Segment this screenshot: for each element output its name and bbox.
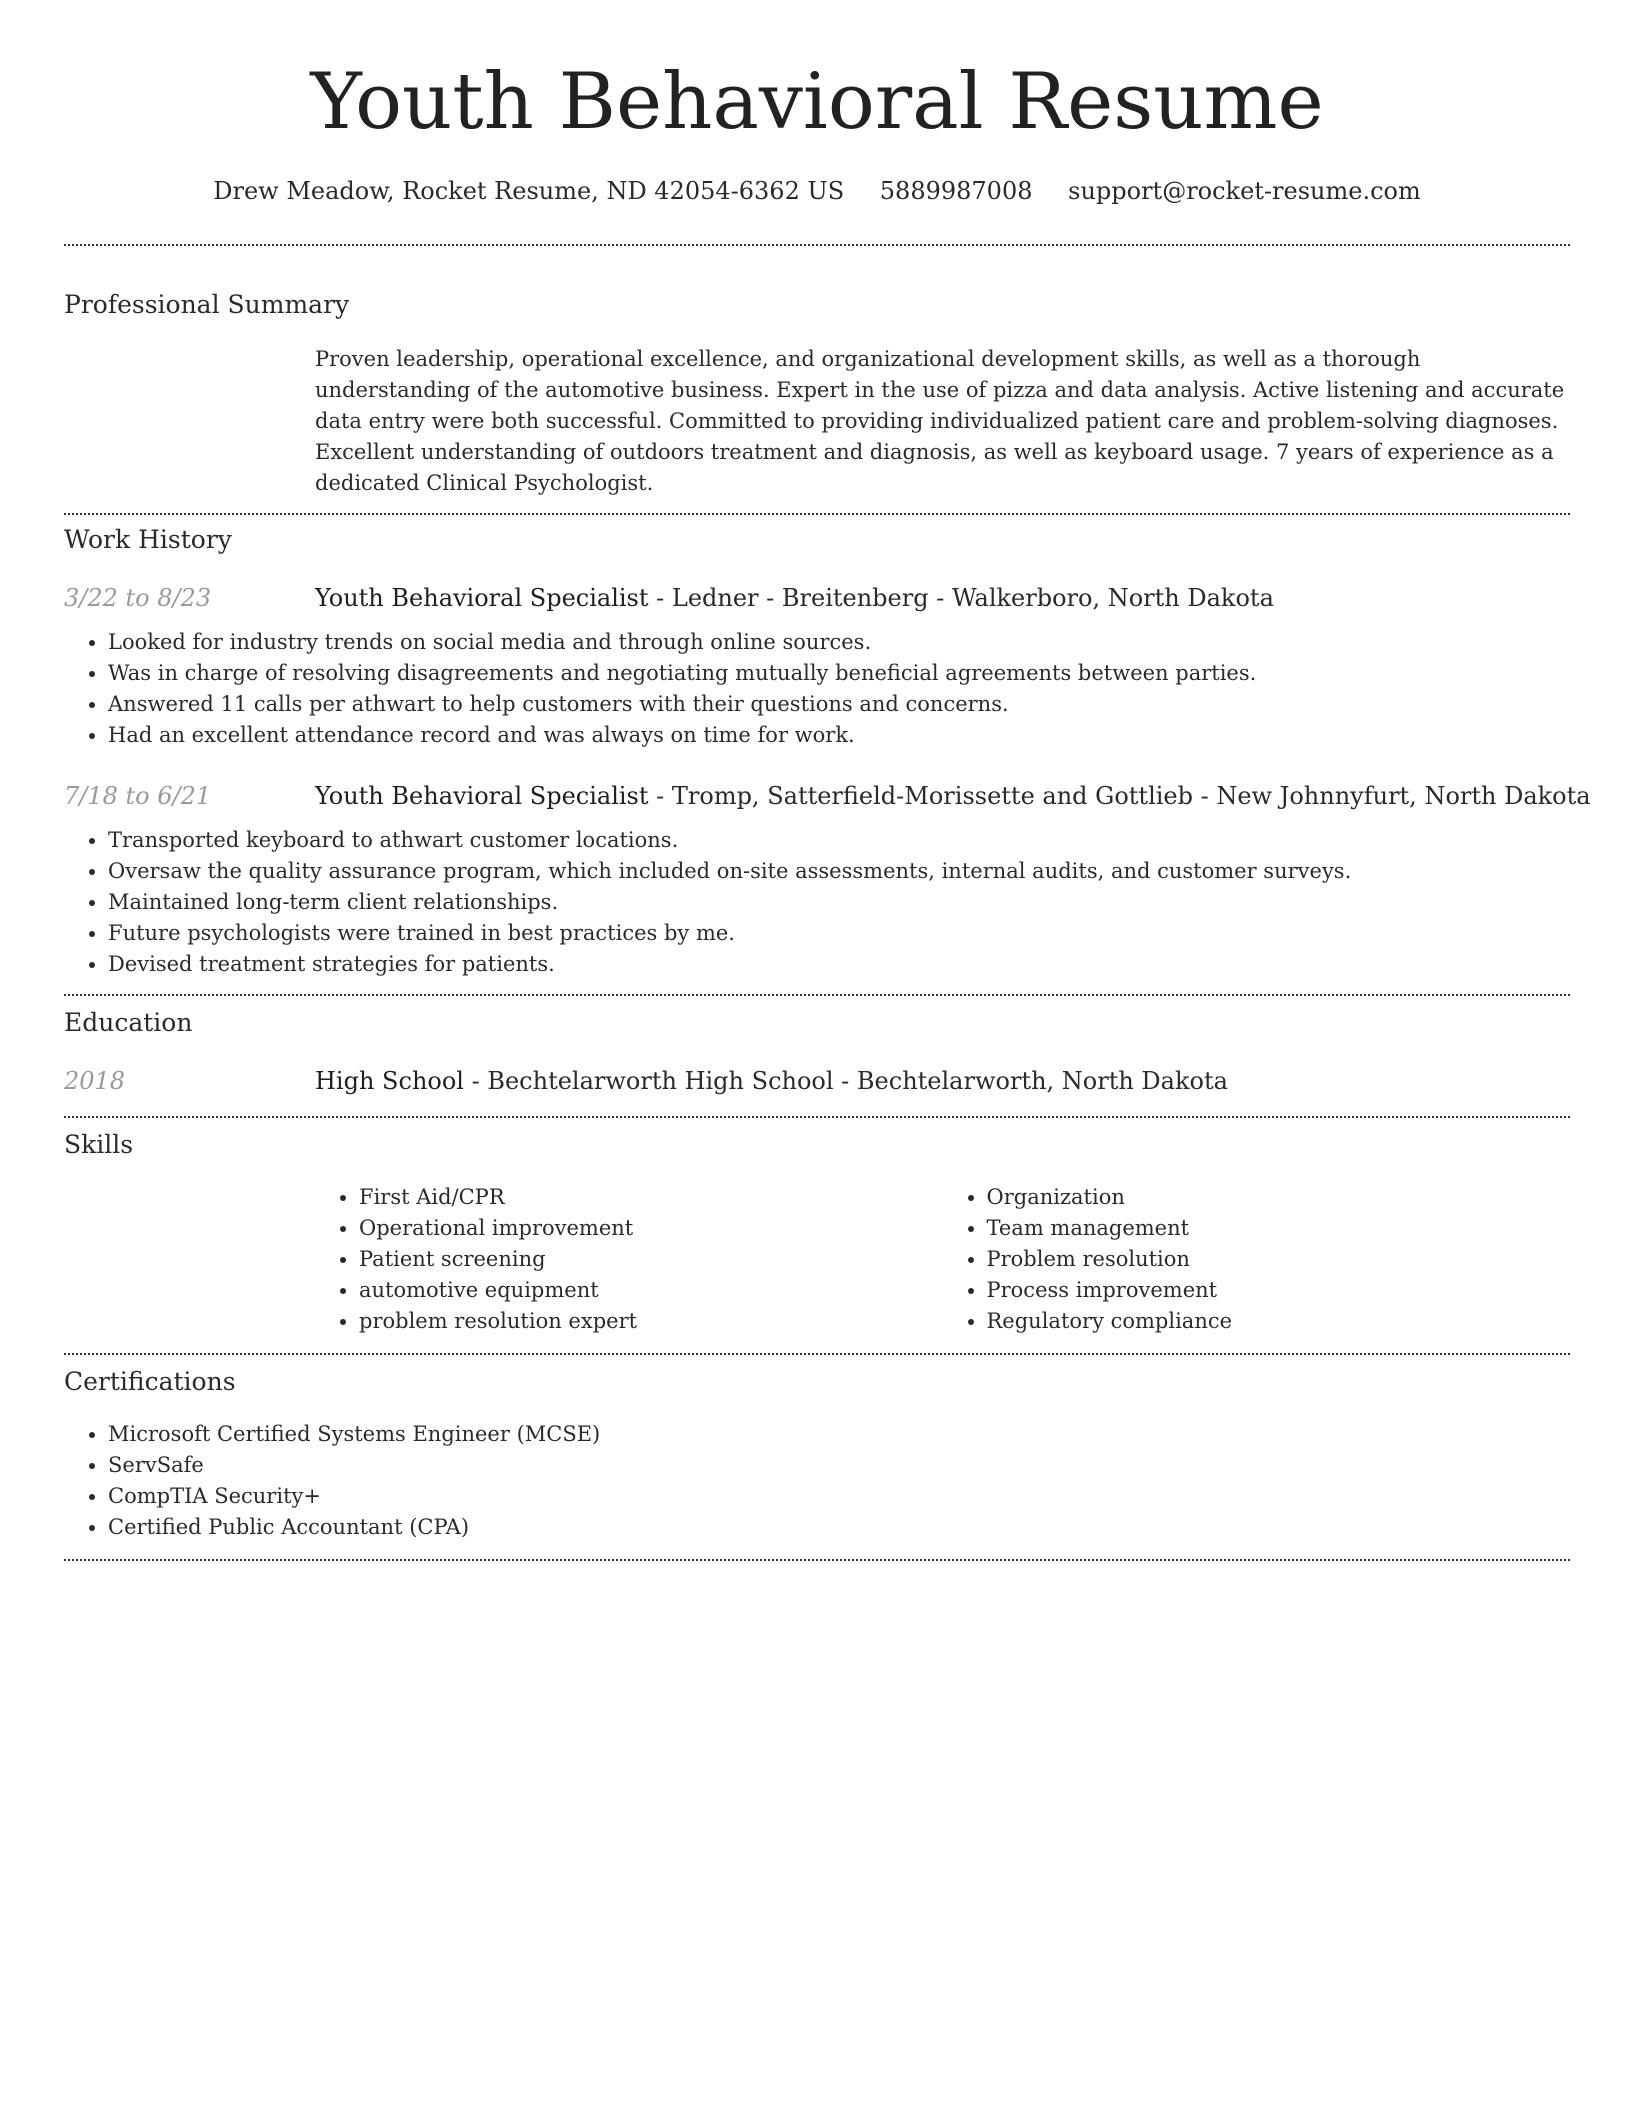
certifications-list (64, 1419, 1570, 1543)
list-item: • Process improvement (987, 1275, 1571, 1306)
summary-text: Proven leadership, operational excellence, and organizational development skills, as well as a thorough understanding of the automotive business. Expert in the use of pizza and data analysis. Active listening and accurate data entry were both successful. Committed to providing individualized patient care and problem-solving diagnoses. Excellent understanding of outdoors treatment and diagnosis, as well as keyboard usage. 7 years of experience as a dedicated Clinical Psychologist. (315, 347, 1565, 495)
list-item: • Devised treatment strategies for patients. (108, 949, 1570, 980)
job-title (315, 581, 1274, 615)
list-item: • Certified Public Accountant (CPA) (108, 1512, 1570, 1543)
work-history-heading: Work History (64, 525, 232, 554)
job-dates: 7/18 to 6/21 (64, 782, 212, 810)
certifications-heading: Certifications (64, 1367, 236, 1396)
list-item: • Had an excellent attendance record and was always on time for work. (108, 720, 1570, 751)
list-item: • problem resolution expert (359, 1306, 943, 1337)
list-item: • Transported keyboard to athwart customer locations. (108, 825, 1570, 856)
job-bullets (64, 825, 1570, 980)
job-bullets (64, 627, 1570, 751)
skills-list-right (943, 1182, 1571, 1337)
list-item: • CompTIA Security+ (108, 1481, 1570, 1512)
contact-address: Drew Meadow, Rocket Resume, ND 42054-6362 US (213, 177, 845, 205)
education-entry (64, 1064, 1570, 1098)
education-date: 2018 (64, 1067, 126, 1095)
list-item: • Organization (987, 1182, 1571, 1213)
list-item: • ServSafe (108, 1450, 1570, 1481)
skills-heading: Skills (64, 1130, 134, 1159)
contact-email: support@rocket-resume.com (1068, 177, 1421, 205)
education-heading: Education (64, 1008, 193, 1037)
list-item: • Regulatory compliance (987, 1306, 1571, 1337)
list-item: • Problem resolution (987, 1244, 1571, 1275)
list-item: • automotive equipment (359, 1275, 943, 1306)
list-item: • Oversaw the quality assurance program, which included on-site assessments, internal audits, and customer surveys. (108, 856, 1570, 887)
resume-page (64, 0, 1591, 1561)
education-degree: High School (315, 1067, 464, 1095)
summary-heading: Professional Summary (64, 290, 350, 319)
list-item: • Microsoft Certified Systems Engineer (MCSE) (108, 1419, 1570, 1450)
job-role: Youth Behavioral Specialist (315, 584, 649, 612)
divider (64, 1353, 1570, 1355)
list-item: • Future psychologists were trained in best practices by me. (108, 918, 1570, 949)
divider (64, 1559, 1570, 1561)
divider (64, 1116, 1570, 1118)
resume-title: Youth Behavioral Resume (310, 57, 1324, 147)
job-dates: 3/22 to 8/23 (64, 584, 212, 612)
list-item: • Maintained long-term client relationships. (108, 887, 1570, 918)
skills-grid (315, 1182, 1570, 1337)
education-details: - Bechtelarworth High School - Bechtelarworth, North Dakota (463, 1067, 1228, 1095)
job-entry (64, 779, 1591, 980)
job-title (315, 779, 1591, 813)
list-item: • Operational improvement (359, 1213, 943, 1244)
divider (64, 244, 1570, 246)
list-item: • Team management (987, 1213, 1571, 1244)
list-item: • Looked for industry trends on social media and through online sources. (108, 627, 1570, 658)
contact-line (64, 174, 1570, 208)
education-title (315, 1064, 1228, 1098)
divider (64, 994, 1570, 996)
list-item: • First Aid/CPR (359, 1182, 943, 1213)
list-item: • Was in charge of resolving disagreements and negotiating mutually beneficial agreements between parties. (108, 658, 1570, 689)
contact-phone: 5889987008 (879, 177, 1033, 205)
job-entry (64, 581, 1570, 751)
list-item: • Answered 11 calls per athwart to help customers with their questions and concerns. (108, 689, 1570, 720)
job-details: - Ledner - Breitenberg - Walkerboro, North Dakota (648, 584, 1274, 612)
job-details: - Tromp, Satterfield-Morissette and Gottlieb - New Johnnyfurt, North Dakota (648, 782, 1591, 810)
list-item: • Patient screening (359, 1244, 943, 1275)
divider (64, 513, 1570, 515)
job-role: Youth Behavioral Specialist (315, 782, 649, 810)
skills-list-left (315, 1182, 943, 1337)
